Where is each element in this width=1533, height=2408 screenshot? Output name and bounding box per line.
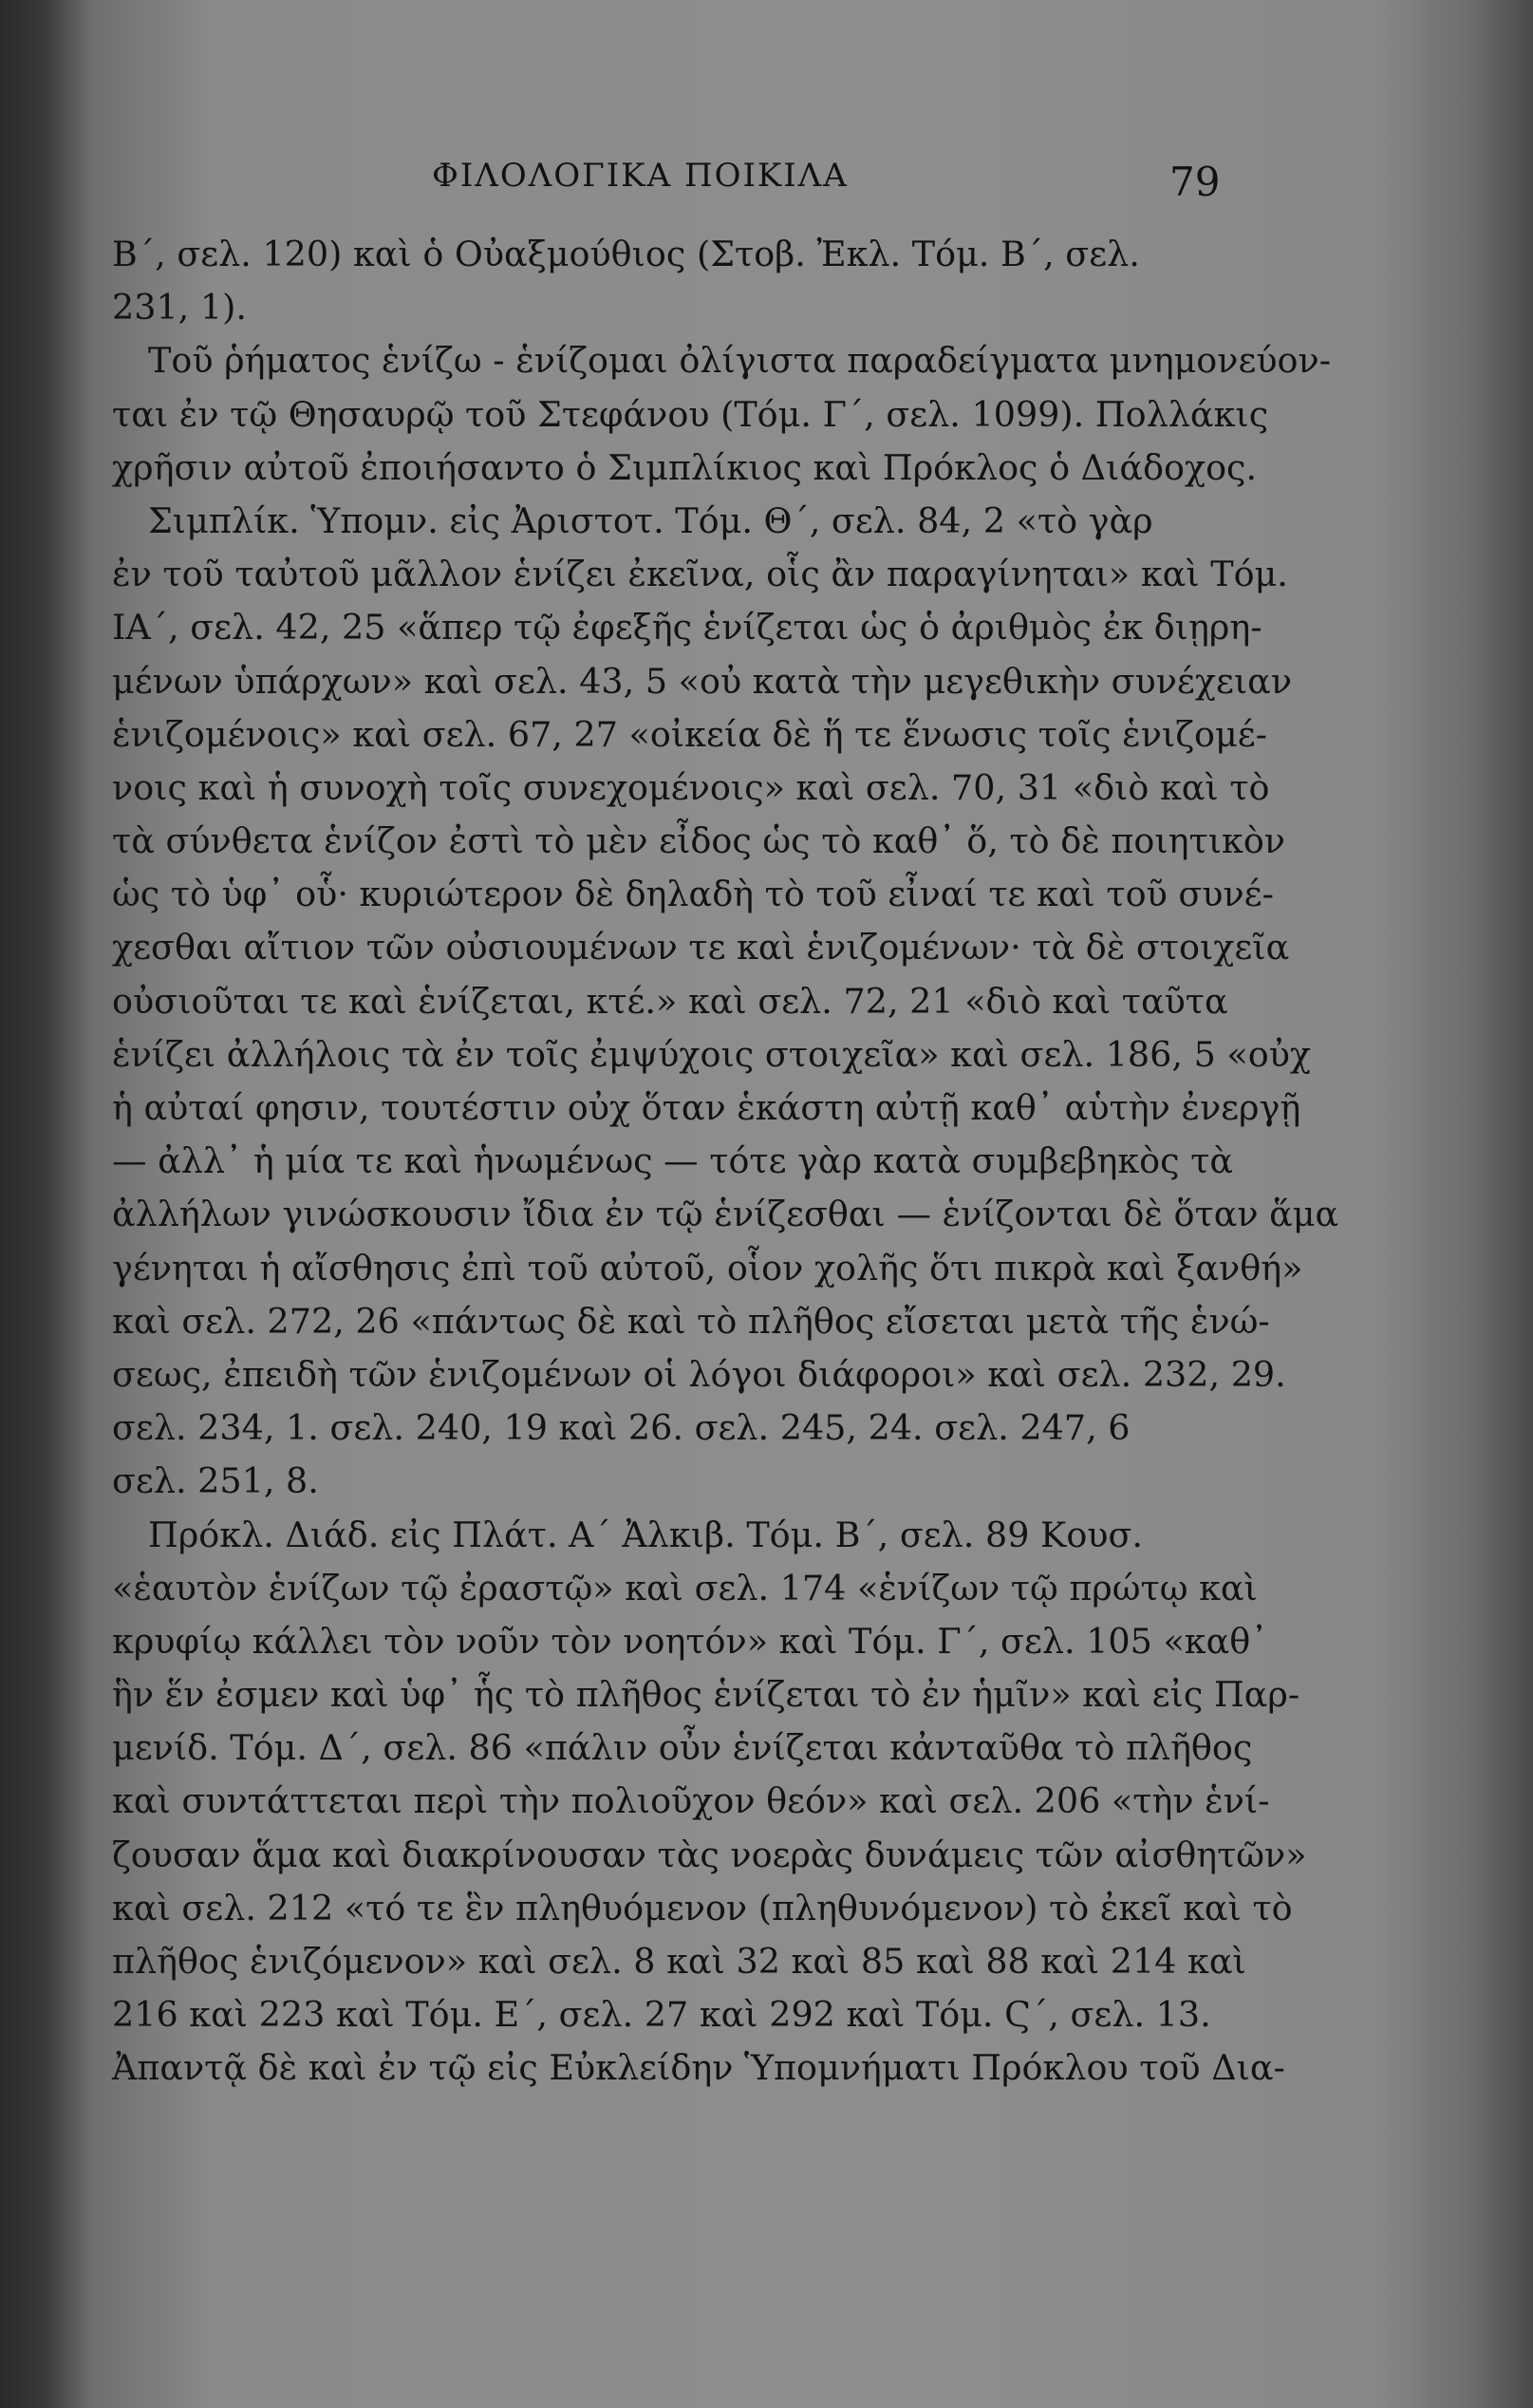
text-line: ΙΑ΄, σελ. 42, 25 «ἅπερ τῷ ἐφεξῆς ἑνίζεται ὡς ὁ ἀριθμὸς ἐκ διῃρη- bbox=[112, 607, 1262, 649]
text-line: ται ἐν τῷ Θησαυρῷ τοῦ Στεφάνου (Τόμ. Γ΄, σελ. 1099). Πολλάκις bbox=[112, 393, 1269, 435]
text-line: ἣν ἕν ἐσμεν καὶ ὑφ᾽ ἧς τὸ πλῆθος ἑνίζεται τὸ ἐν ἡμῖν» καὶ εἰς Παρ- bbox=[112, 1674, 1300, 1716]
running-title: ΦΙΛΟΛΟΓΙΚΑ ΠΟΙΚΙΛΑ bbox=[432, 157, 849, 195]
text-line: χεσθαι αἴτιον τῶν οὐσιουμένων τε καὶ ἑνιζομένων· τὰ δὲ στοιχεῖα bbox=[112, 927, 1290, 969]
text-line: μενίδ. Τόμ. Δ΄, σελ. 86 «πάλιν οὖν ἑνίζεται κἀνταῦθα τὸ πλῆθος bbox=[112, 1727, 1253, 1769]
text-line: χρῆσιν αὐτοῦ ἐποιήσαντο ὁ Σιμπλίκιος καὶ Πρόκλος ὁ Διάδοχος. bbox=[112, 446, 1258, 488]
text-line: σελ. 234, 1. σελ. 240, 19 καὶ 26. σελ. 245, 24. σελ. 247, 6 bbox=[112, 1407, 1131, 1449]
text-line: ἀλλήλων γινώσκουσιν ἴδια ἐν τῷ ἑνίζεσθαι — ἑνίζονται δὲ ὅταν ἅμα bbox=[112, 1194, 1339, 1235]
text-line: καὶ σελ. 272, 26 «πάντως δὲ καὶ τὸ πλῆθος εἴσεται μετὰ τῆς ἑνώ- bbox=[112, 1300, 1270, 1342]
text-line: 231, 1). bbox=[112, 287, 247, 329]
text-line: — ἀλλ᾽ ἡ μία τε καὶ ἡνωμένως — τότε γὰρ κατὰ συμβεβηκὸς τὰ bbox=[112, 1140, 1234, 1182]
text-line: Πρόκλ. Διάδ. εἰς Πλάτ. Α΄ Ἀλκιβ. Τόμ. Β΄, σελ. 89 Κουσ. bbox=[148, 1514, 1144, 1555]
text-line: ὡς τὸ ὑφ᾽ οὗ· κυριώτερον δὲ δηλαδὴ τὸ τοῦ εἶναί τε καὶ τοῦ συνέ- bbox=[112, 874, 1274, 915]
text-line: σεως, ἐπειδὴ τῶν ἑνιζομένων οἱ λόγοι διάφοροι» καὶ σελ. 232, 29. bbox=[112, 1353, 1286, 1395]
text-line: Β΄, σελ. 120) καὶ ὁ Οὐαξμούθιος (Στοβ. Ἐκλ. Τόμ. Β΄, σελ. bbox=[112, 234, 1140, 274]
page-header bbox=[0, 157, 1533, 214]
text-line: «ἑαυτὸν ἑνίζων τῷ ἐραστῷ» καὶ σελ. 174 «ἑνίζων τῷ πρώτῳ καὶ bbox=[112, 1567, 1258, 1608]
body-text bbox=[112, 228, 1339, 2096]
text-line: ἑνιζομένοις» καὶ σελ. 67, 27 «οἰκεία δὲ ἥ τε ἕνωσις τοῖς ἑνιζομέ- bbox=[112, 713, 1267, 755]
text-line: σελ. 251, 8. bbox=[112, 1460, 319, 1502]
text-line: οὐσιοῦται τε καὶ ἑνίζεται, κτέ.» καὶ σελ. 72, 21 «διὸ καὶ ταῦτα bbox=[112, 980, 1228, 1022]
text-line: κρυφίῳ κάλλει τὸν νοῦν τὸν νοητόν» καὶ Τόμ. Γ΄, σελ. 105 «καθ᾽ bbox=[112, 1620, 1268, 1662]
text-line: ἡ αὐταί φησιν, τουτέστιν οὐχ ὅταν ἑκάστη αὐτῇ καθ᾽ αὑτὴν ἐνεργῇ bbox=[112, 1087, 1301, 1128]
text-line: 216 καὶ 223 καὶ Τόμ. Ε΄, σελ. 27 καὶ 292 καὶ Τόμ. Ϛ΄, σελ. 13. bbox=[112, 1994, 1211, 2036]
page-number: 79 bbox=[1169, 159, 1221, 205]
text-line: πλῆθος ἑνιζόμενον» καὶ σελ. 8 καὶ 32 καὶ 85 καὶ 88 καὶ 214 καὶ bbox=[112, 1941, 1246, 1982]
text-line: καὶ συντάττεται περὶ τὴν πολιοῦχον θεόν» καὶ σελ. 206 «τὴν ἑνί- bbox=[112, 1780, 1270, 1822]
text-line: τὰ σύνθετα ἑνίζον ἐστὶ τὸ μὲν εἶδος ὡς τὸ καθ᾽ ὅ, τὸ δὲ ποιητικὸν bbox=[112, 820, 1285, 862]
text-line: Τοῦ ῥήματος ἑνίζω - ἑνίζομαι ὀλίγιστα παραδείγματα μνημονεύον- bbox=[148, 340, 1332, 382]
text-line: ζουσαν ἅμα καὶ διακρίνουσαν τὰς νοερὰς δυνάμεις τῶν αἰσθητῶν» bbox=[112, 1834, 1307, 1875]
text-line: γένηται ἡ αἴσθησις ἐπὶ τοῦ αὐτοῦ, οἷον χολῆς ὅτι πικρὰ καὶ ξανθή» bbox=[112, 1247, 1303, 1289]
text-line: μένων ὑπάρχων» καὶ σελ. 43, 5 «οὐ κατὰ τὴν μεγεθικὴν συνέχειαν bbox=[112, 660, 1293, 702]
text-line: ἐν τοῦ ταὐτοῦ μᾶλλον ἑνίζει ἐκεῖνα, οἷς ἂν παραγίνηται» καὶ Τόμ. bbox=[112, 554, 1288, 595]
text-line: καὶ σελ. 212 «τό τε ἓν πληθυόμενον (πληθυνόμενον) τὸ ἐκεῖ καὶ τὸ bbox=[112, 1887, 1293, 1928]
text-line: Ἀπαντᾷ δὲ καὶ ἐν τῷ εἰς Εὐκλείδην Ὑπομνήματι Πρόκλου τοῦ Δια- bbox=[112, 2047, 1285, 2089]
text-line: ἑνίζει ἀλλήλοις τὰ ἐν τοῖς ἐμψύχοις στοιχεῖα» καὶ σελ. 186, 5 «οὐχ bbox=[112, 1033, 1312, 1075]
text-line: Σιμπλίκ. Ὑπομν. εἰς Ἀριστοτ. Τόμ. Θ΄, σελ. 84, 2 «τὸ γὰρ bbox=[148, 499, 1153, 541]
text-line: νοις καὶ ἡ συνοχὴ τοῖς συνεχομένοις» καὶ σελ. 70, 31 «διὸ καὶ τὸ bbox=[112, 766, 1270, 808]
